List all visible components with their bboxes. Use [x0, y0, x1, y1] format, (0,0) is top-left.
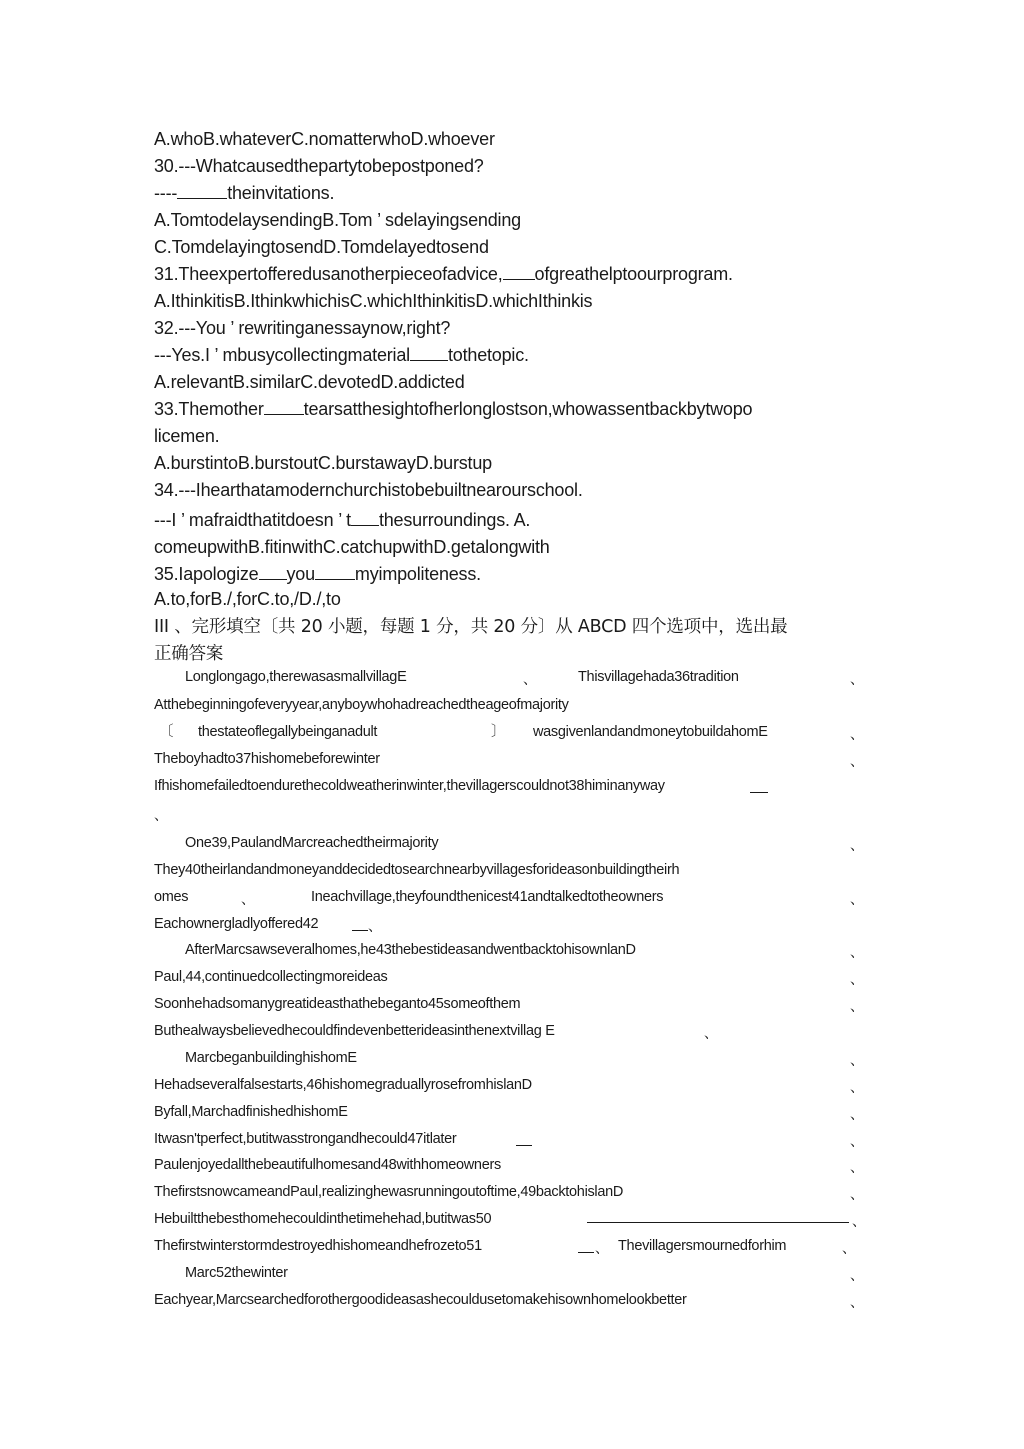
passage-line-21b: Thevillagersmournedforhim	[618, 1238, 787, 1254]
q34-answer-line	[154, 508, 530, 532]
q33-stem	[154, 397, 752, 421]
passage-line-16: Byfall,MarchadfinishedhishomE	[154, 1104, 348, 1120]
q35-blank-1	[259, 564, 287, 580]
passage-line-14: MarcbeganbuildinghishomE	[185, 1050, 357, 1066]
passage-line-8-end: 、	[850, 891, 864, 907]
passage-line-23: Eachyear,Marcsearchedforothergoodideasashecouldusetomakehisownhomelookbetter	[154, 1292, 687, 1308]
q35-stem	[154, 562, 481, 586]
q33-blank	[264, 399, 304, 415]
passage-line-1a: Longlongago,therewasasmallvillagE	[185, 669, 407, 685]
passage-line-17-end: 、	[850, 1133, 864, 1149]
q30-dashes: ----	[154, 183, 178, 203]
passage-line-9-blank	[352, 930, 368, 931]
q31-options: A.IthinkitisB.IthinkwhichisC.whichIthinkitisD.whichIthinkis	[154, 291, 593, 311]
q30-tail: theinvitations.	[227, 183, 335, 203]
passage-line-6-end: 、	[850, 837, 864, 853]
passage-line-13-comma: 、	[704, 1025, 718, 1041]
section-heading-cont: 正确答案	[154, 644, 224, 664]
passage-line-8b: Ineachvillage,theyfoundthenicest41andtalkedtotheowners	[311, 889, 664, 905]
passage-line-15-end: 、	[850, 1079, 864, 1095]
q35-options: A.to,forB./,forC.to,/D./,to	[154, 589, 341, 609]
passage-line-22: Marc52thewinter	[185, 1265, 288, 1281]
passage-line-21-end: 、	[842, 1240, 856, 1256]
q33-stem-tail: tearsatthesightofherlonglostson,whowassentbackbytwopo	[303, 399, 753, 419]
q30-answer-line	[154, 181, 334, 205]
passage-line-19-end: 、	[850, 1186, 864, 1202]
passage-line-4-end: 、	[850, 753, 864, 769]
passage-line-18-end: 、	[850, 1159, 864, 1175]
passage-line-4: Theboyhadto37hishomebeforewinter	[154, 751, 380, 767]
q29-options: A.whoB.whateverC.nomatterwhoD.whoever	[154, 129, 495, 149]
q31-stem-tail: ofgreathelptoourprogram.	[534, 264, 733, 284]
q30-options-cd: C.TomdelayingtosendD.Tomdelayedtosend	[154, 237, 489, 257]
passage-line-20: Hebuiltthebesthomehecouldinthetimehehad,butitwas50	[154, 1211, 492, 1227]
q35-stem-mid: you	[286, 564, 315, 584]
passage-line-16-end: 、	[850, 1106, 864, 1122]
passage-line-5b-comma: 、	[154, 807, 168, 823]
passage-line-12: Soonhehadsomanygreatideasthathebeganto45someofthem	[154, 996, 521, 1012]
q30-blank	[177, 183, 227, 199]
q30-options-ab: A.TomtodelaysendingB.Tom ’ sdelayingsending	[154, 210, 521, 230]
q34-stem: 34.---Ihearthatamodernchurchistobebuiltnearourschool.	[154, 480, 583, 500]
passage-line-20-blank	[587, 1222, 849, 1223]
passage-line-11: Paul,44,continuedcollectingmoreideas	[154, 969, 388, 985]
passage-line-6: One39,PaulandMarcreachedtheirmajority	[185, 835, 439, 851]
section-heading: III 、完形填空〔共 20 小题，每题 1 分，共 20 分〕从 ABCD 四个选项中，选出最	[154, 617, 788, 637]
passage-line-1b: Thisvillagehada36tradition	[578, 669, 739, 685]
passage-line-3b: thestateoflegallybeinganadult	[198, 724, 378, 740]
passage-line-22-end: 、	[850, 1267, 864, 1283]
q34-answer-tail: thesurroundings. A.	[378, 510, 531, 530]
passage-line-13: Buthealwaysbelievedhecouldfindevenbetterideasinthenextvillag E	[154, 1023, 555, 1039]
q31-stem	[154, 262, 733, 286]
passage-line-8a: omes	[154, 889, 189, 905]
passage-line-5-blank	[750, 792, 768, 793]
passage-line-21-blank	[578, 1252, 594, 1253]
q32-answer-line	[154, 343, 529, 367]
passage-line-20-end: 、	[852, 1213, 866, 1229]
passage-line-23-end: 、	[850, 1294, 864, 1310]
q32-options: A.relevantB.similarC.devotedD.addicted	[154, 372, 465, 392]
passage-line-5: Ifhishomefailedtoendurethecoldweatherinwinter,thevillagerscouldnot38himinanyway	[154, 778, 665, 794]
passage-line-2: Atthebeginningofeveryyear,anyboywhohadreachedtheageofmajority	[154, 697, 569, 713]
passage-line-7: They40theirlandandmoneyanddecidedtosearchnearbyvillagesforideasonbuildingtheirh	[154, 862, 680, 878]
q32-stem: 32.---You ’ rewritinganessaynow,right?	[154, 318, 451, 338]
passage-line-3c: 〕	[491, 724, 506, 740]
passage-line-14-end: 、	[850, 1052, 864, 1068]
q32-answer-head: ---Yes.I ’ mbusycollectingmaterial	[154, 345, 410, 365]
passage-line-17: Itwasn'tperfect,butitwasstrongandhecould47itlater	[154, 1131, 457, 1147]
passage-line-8-comma: 、	[241, 891, 255, 907]
q33-stem-cont: licemen.	[154, 426, 220, 446]
q34-options: comeupwithB.fitinwithC.catchupwithD.getalongwith	[154, 537, 550, 557]
passage-line-10: AfterMarcsawseveralhomes,he43thebestideasandwentbacktohisownlanD	[185, 942, 636, 958]
q33-options: A.burstintoB.burstoutC.burstawayD.burstup	[154, 453, 492, 473]
passage-line-21-comma: 、	[595, 1240, 609, 1256]
q32-blank	[410, 345, 448, 361]
q34-blank	[351, 510, 379, 526]
q31-blank	[503, 264, 535, 280]
passage-line-15: Hehadseveralfalsestarts,46hishomegraduallyrosefromhislanD	[154, 1077, 532, 1093]
passage-line-11-end: 、	[850, 971, 864, 987]
passage-line-9: Eachownergladlyoffered42	[154, 916, 319, 932]
q33-stem-head: 33.Themother	[154, 399, 264, 419]
passage-line-19: ThefirstsnowcameandPaul,realizinghewasrunningoutoftime,49backtohislanD	[154, 1184, 624, 1200]
passage-line-18: Paulenjoyedallthebeautifulhomesand48withhomeowners	[154, 1157, 501, 1173]
q30-stem: 30.---Whatcausedthepartytobepostponed?	[154, 156, 484, 176]
q35-stem-tail: myimpoliteness.	[354, 564, 481, 584]
q32-answer-tail: tothetopic.	[447, 345, 529, 365]
passage-line-3a: 〔	[159, 724, 174, 740]
passage-line-10-end: 、	[850, 944, 864, 960]
q31-stem-head: 31.Theexpertofferedusanotherpieceofadvice,	[154, 264, 503, 284]
passage-line-21a: Thefirstwinterstormdestroyedhishomeandhefrozeto51	[154, 1238, 482, 1254]
passage-line-1-end: 、	[850, 671, 864, 687]
q35-stem-head: 35.Iapologize	[154, 564, 259, 584]
passage-line-17-blank	[516, 1145, 532, 1146]
passage-line-3-end: 、	[850, 726, 864, 742]
passage-line-9-comma: 、	[368, 918, 382, 934]
passage-line-3d: wasgivenlandandmoneytobuildahomE	[533, 724, 768, 740]
passage-line-1-comma: 、	[523, 671, 537, 687]
q34-answer-head: ---I ’ mafraidthatitdoesn ’ t	[154, 510, 351, 530]
q35-blank-2	[315, 564, 355, 580]
passage-line-12-end: 、	[850, 998, 864, 1014]
